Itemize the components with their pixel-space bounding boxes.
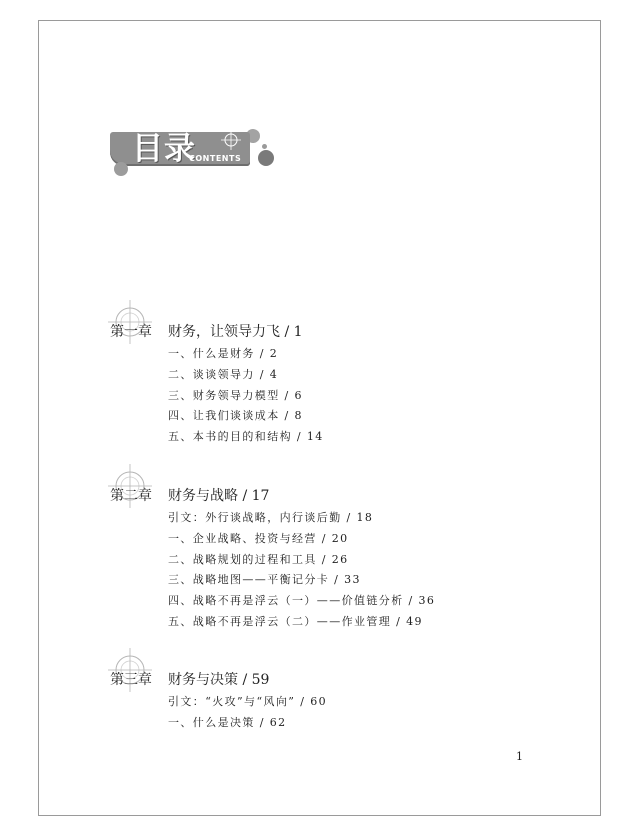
chapter-heading[interactable]	[110, 668, 530, 692]
toc-entry[interactable]: 引文：“火攻”与“风向” / 60	[168, 695, 327, 708]
contents-banner	[108, 126, 284, 182]
chapter-1	[110, 320, 530, 448]
section-list	[110, 692, 530, 734]
contents-subtitle: CONTENTS	[189, 154, 242, 163]
section-list	[110, 508, 530, 633]
toc-entry[interactable]: 三、战略地图——平衡记分卡 / 33	[168, 573, 361, 587]
crosshair-icon	[219, 128, 243, 152]
chapter-title: 财务与决策 / 59	[168, 672, 270, 688]
toc-entry[interactable]: 一、什么是财务 / 2	[168, 347, 279, 360]
contents-title: 目录	[132, 131, 196, 167]
toc-entry[interactable]: 五、战略不再是浮云（二）——作业管理 / 49	[168, 614, 423, 628]
chapter-number: 第二章	[110, 488, 152, 504]
chapter-title: 财务，让领导力飞 / 1	[168, 324, 303, 340]
chapter-heading[interactable]	[110, 320, 530, 344]
decor-dot	[114, 162, 128, 176]
toc-entry[interactable]: 三、财务领导力模型 / 6	[168, 388, 303, 402]
chapter-3	[110, 668, 530, 734]
toc-entry[interactable]: 二、谈谈领导力 / 4	[168, 367, 279, 381]
toc-entry[interactable]: 四、让我们谈谈成本 / 8	[168, 409, 303, 423]
toc-entry[interactable]: 五、本书的目的和结构 / 14	[168, 430, 324, 444]
toc-entry[interactable]: 一、企业战略、投资与经营 / 20	[168, 531, 349, 545]
decor-dot	[262, 144, 267, 149]
toc-entry[interactable]: 引文：外行谈战略，内行谈后勤 / 18	[168, 511, 374, 524]
toc-entry[interactable]: 四、战略不再是浮云（一）——价值链分析 / 36	[168, 594, 436, 608]
page-number: 1	[516, 750, 523, 763]
chapter-2	[110, 484, 530, 633]
chapter-number: 第三章	[110, 672, 152, 688]
toc-entry[interactable]: 一、什么是决策 / 62	[168, 715, 287, 729]
section-list	[110, 344, 530, 448]
decor-dot	[258, 150, 274, 166]
chapter-title: 财务与战略 / 17	[168, 488, 270, 504]
chapter-heading[interactable]	[110, 484, 530, 508]
toc-entry[interactable]: 二、战略规划的过程和工具 / 26	[168, 552, 349, 566]
chapter-number: 第一章	[110, 324, 152, 340]
